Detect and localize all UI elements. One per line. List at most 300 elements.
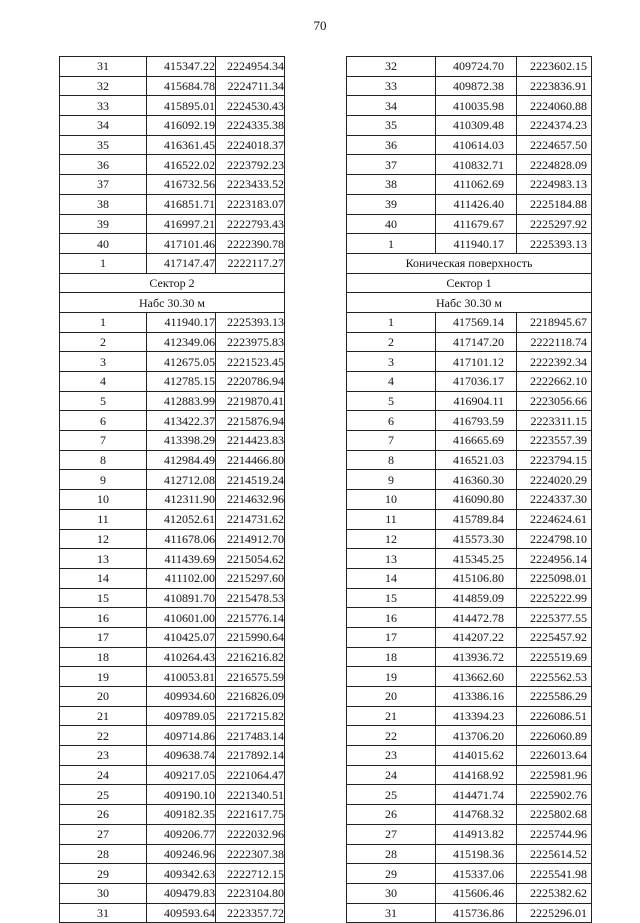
table-row — [60, 332, 285, 352]
table-row — [60, 57, 285, 77]
y-coordinate-cell: 2225614.52 — [517, 844, 592, 864]
x-coordinate-cell: 412311.90 — [147, 490, 216, 510]
x-coordinate-cell: 415606.46 — [436, 883, 517, 903]
table-row — [60, 627, 285, 647]
point-number-cell: 1 — [347, 312, 436, 332]
table-row — [347, 57, 592, 77]
point-number-cell: 20 — [347, 687, 436, 707]
table-row — [60, 785, 285, 805]
table-row — [347, 352, 592, 372]
point-number-cell: 9 — [347, 470, 436, 490]
x-coordinate-cell: 415573.30 — [436, 529, 517, 549]
table-row — [347, 746, 592, 766]
point-number-cell: 11 — [60, 509, 147, 529]
section-row — [60, 273, 285, 293]
y-coordinate-cell: 2224020.29 — [517, 470, 592, 490]
point-number-cell: 31 — [60, 903, 147, 923]
y-coordinate-cell: 2225586.29 — [517, 687, 592, 707]
point-number-cell: 6 — [60, 411, 147, 431]
x-coordinate-cell: 413422.37 — [147, 411, 216, 431]
table-row — [60, 509, 285, 529]
y-coordinate-cell: 2214466.80 — [216, 450, 285, 470]
y-coordinate-cell: 2216575.59 — [216, 667, 285, 687]
x-coordinate-cell: 414015.62 — [436, 746, 517, 766]
x-coordinate-cell: 409714.86 — [147, 726, 216, 746]
point-number-cell: 13 — [347, 549, 436, 569]
table-row — [347, 155, 592, 175]
point-number-cell: 16 — [347, 608, 436, 628]
y-coordinate-cell: 2222712.15 — [216, 864, 285, 884]
table-row — [60, 411, 285, 431]
point-number-cell: 24 — [60, 765, 147, 785]
point-number-cell: 2 — [347, 332, 436, 352]
section-row — [347, 273, 592, 293]
x-coordinate-cell: 416522.02 — [147, 155, 216, 175]
x-coordinate-cell: 412052.61 — [147, 509, 216, 529]
y-coordinate-cell: 2224337.30 — [517, 490, 592, 510]
y-coordinate-cell: 2225393.13 — [517, 234, 592, 254]
x-coordinate-cell: 409206.77 — [147, 824, 216, 844]
table-row — [347, 549, 592, 569]
x-coordinate-cell: 412712.08 — [147, 470, 216, 490]
y-coordinate-cell: 2223836.91 — [517, 76, 592, 96]
point-number-cell: 29 — [60, 864, 147, 884]
y-coordinate-cell: 2225184.88 — [517, 194, 592, 214]
table-row — [60, 372, 285, 392]
point-number-cell: 32 — [347, 57, 436, 77]
table-row — [60, 765, 285, 785]
x-coordinate-cell: 417101.46 — [147, 234, 216, 254]
y-coordinate-cell: 2221523.45 — [216, 352, 285, 372]
y-coordinate-cell: 2222032.96 — [216, 824, 285, 844]
point-number-cell: 15 — [60, 588, 147, 608]
point-number-cell: 31 — [347, 903, 436, 923]
x-coordinate-cell: 416851.71 — [147, 194, 216, 214]
x-coordinate-cell: 413706.20 — [436, 726, 517, 746]
y-coordinate-cell: 2223792.23 — [216, 155, 285, 175]
x-coordinate-cell: 410891.70 — [147, 588, 216, 608]
table-row — [347, 588, 592, 608]
point-number-cell: 19 — [347, 667, 436, 687]
point-number-cell: 36 — [60, 155, 147, 175]
table-row — [347, 96, 592, 116]
table-row — [347, 805, 592, 825]
y-coordinate-cell: 2223104.80 — [216, 883, 285, 903]
point-number-cell: 23 — [347, 746, 436, 766]
point-number-cell: 28 — [347, 844, 436, 864]
x-coordinate-cell: 414913.82 — [436, 824, 517, 844]
point-number-cell: 5 — [60, 391, 147, 411]
y-coordinate-cell: 2222307.38 — [216, 844, 285, 864]
y-coordinate-cell: 2225981.96 — [517, 765, 592, 785]
point-number-cell: 5 — [347, 391, 436, 411]
coordinates-table-right — [346, 56, 592, 923]
point-number-cell: 18 — [60, 647, 147, 667]
section-subtitle: Набс 30.30 м — [60, 293, 285, 313]
x-coordinate-cell: 409479.83 — [147, 883, 216, 903]
point-number-cell: 33 — [60, 96, 147, 116]
point-number-cell: 15 — [347, 588, 436, 608]
x-coordinate-cell: 409724.70 — [436, 57, 517, 77]
table-row — [60, 76, 285, 96]
point-number-cell: 34 — [347, 96, 436, 116]
point-number-cell: 6 — [347, 411, 436, 431]
x-coordinate-cell: 414207.22 — [436, 627, 517, 647]
table-row — [347, 391, 592, 411]
table-row — [60, 116, 285, 136]
table-row — [347, 194, 592, 214]
point-number-cell: 12 — [347, 529, 436, 549]
table-row — [347, 785, 592, 805]
x-coordinate-cell: 416521.03 — [436, 450, 517, 470]
x-coordinate-cell: 415198.36 — [436, 844, 517, 864]
y-coordinate-cell: 2214423.83 — [216, 431, 285, 451]
table-row — [347, 883, 592, 903]
point-number-cell: 40 — [347, 214, 436, 234]
point-number-cell: 2 — [60, 332, 147, 352]
y-coordinate-cell: 2224954.34 — [216, 57, 285, 77]
y-coordinate-cell: 2223357.72 — [216, 903, 285, 923]
section-heading: Коническая поверхность — [347, 253, 592, 273]
table-row — [60, 214, 285, 234]
point-number-cell: 40 — [60, 234, 147, 254]
table-row — [347, 76, 592, 96]
y-coordinate-cell: 2216216.82 — [216, 647, 285, 667]
table-row — [347, 687, 592, 707]
x-coordinate-cell: 416361.45 — [147, 135, 216, 155]
x-coordinate-cell: 411940.17 — [147, 312, 216, 332]
y-coordinate-cell: 2218945.67 — [517, 312, 592, 332]
y-coordinate-cell: 2223433.52 — [216, 175, 285, 195]
point-number-cell: 25 — [347, 785, 436, 805]
table-row — [347, 647, 592, 667]
coordinates-table-right-body — [347, 57, 592, 923]
table-row — [347, 372, 592, 392]
table-row — [60, 431, 285, 451]
x-coordinate-cell: 416665.69 — [436, 431, 517, 451]
y-coordinate-cell: 2225222.99 — [517, 588, 592, 608]
x-coordinate-cell: 413936.72 — [436, 647, 517, 667]
x-coordinate-cell: 417147.47 — [147, 253, 216, 273]
table-row — [60, 155, 285, 175]
point-number-cell: 17 — [60, 627, 147, 647]
point-number-cell: 21 — [60, 706, 147, 726]
y-coordinate-cell: 2225377.55 — [517, 608, 592, 628]
x-coordinate-cell: 417147.20 — [436, 332, 517, 352]
point-number-cell: 28 — [60, 844, 147, 864]
point-number-cell: 20 — [60, 687, 147, 707]
point-number-cell: 9 — [60, 470, 147, 490]
y-coordinate-cell: 2224956.14 — [517, 549, 592, 569]
point-number-cell: 38 — [347, 175, 436, 195]
point-number-cell: 36 — [347, 135, 436, 155]
section-subtitle: Набс 30.30 м — [347, 293, 592, 313]
x-coordinate-cell: 413662.60 — [436, 667, 517, 687]
table-row — [60, 726, 285, 746]
point-number-cell: 31 — [60, 57, 147, 77]
table-row — [347, 627, 592, 647]
table-row — [347, 706, 592, 726]
y-coordinate-cell: 2223794.15 — [517, 450, 592, 470]
point-number-cell: 11 — [347, 509, 436, 529]
table-row — [347, 529, 592, 549]
y-coordinate-cell: 2225457.92 — [517, 627, 592, 647]
y-coordinate-cell: 2215990.64 — [216, 627, 285, 647]
point-number-cell: 21 — [347, 706, 436, 726]
y-coordinate-cell: 2225802.68 — [517, 805, 592, 825]
y-coordinate-cell: 2224060.88 — [517, 96, 592, 116]
y-coordinate-cell: 2225562.53 — [517, 667, 592, 687]
x-coordinate-cell: 410601.00 — [147, 608, 216, 628]
x-coordinate-cell: 410614.03 — [436, 135, 517, 155]
x-coordinate-cell: 415337.06 — [436, 864, 517, 884]
x-coordinate-cell: 409934.60 — [147, 687, 216, 707]
table-row — [60, 568, 285, 588]
point-number-cell: 30 — [347, 883, 436, 903]
point-number-cell: 33 — [347, 76, 436, 96]
point-number-cell: 1 — [60, 312, 147, 332]
table-row — [347, 332, 592, 352]
table-row — [347, 135, 592, 155]
y-coordinate-cell: 2224530.43 — [216, 96, 285, 116]
x-coordinate-cell: 412675.05 — [147, 352, 216, 372]
x-coordinate-cell: 410832.71 — [436, 155, 517, 175]
section-title: Сектор 2 — [60, 273, 285, 293]
x-coordinate-cell: 412349.06 — [147, 332, 216, 352]
x-coordinate-cell: 417569.14 — [436, 312, 517, 332]
point-number-cell: 27 — [60, 824, 147, 844]
y-coordinate-cell: 2223602.15 — [517, 57, 592, 77]
table-row — [60, 175, 285, 195]
table-row — [60, 824, 285, 844]
table-row — [347, 903, 592, 923]
y-coordinate-cell: 2225297.92 — [517, 214, 592, 234]
y-coordinate-cell: 2222662.10 — [517, 372, 592, 392]
x-coordinate-cell: 409638.74 — [147, 746, 216, 766]
x-coordinate-cell: 415345.25 — [436, 549, 517, 569]
x-coordinate-cell: 415789.84 — [436, 509, 517, 529]
x-coordinate-cell: 417036.17 — [436, 372, 517, 392]
x-coordinate-cell: 415895.01 — [147, 96, 216, 116]
y-coordinate-cell: 2222390.78 — [216, 234, 285, 254]
section-row — [347, 253, 592, 273]
y-coordinate-cell: 2221064.47 — [216, 765, 285, 785]
x-coordinate-cell: 416793.59 — [436, 411, 517, 431]
point-number-cell: 22 — [347, 726, 436, 746]
y-coordinate-cell: 2222117.27 — [216, 253, 285, 273]
point-number-cell: 27 — [347, 824, 436, 844]
table-row — [60, 746, 285, 766]
x-coordinate-cell: 411102.00 — [147, 568, 216, 588]
point-number-cell: 25 — [60, 785, 147, 805]
y-coordinate-cell: 2225393.13 — [216, 312, 285, 332]
table-row — [347, 864, 592, 884]
point-number-cell: 1 — [60, 253, 147, 273]
y-coordinate-cell: 2214912.70 — [216, 529, 285, 549]
point-number-cell: 8 — [347, 450, 436, 470]
point-number-cell: 4 — [347, 372, 436, 392]
point-number-cell: 14 — [60, 568, 147, 588]
table-row — [60, 903, 285, 923]
point-number-cell: 19 — [60, 667, 147, 687]
x-coordinate-cell: 415106.80 — [436, 568, 517, 588]
y-coordinate-cell: 2214731.62 — [216, 509, 285, 529]
point-number-cell: 37 — [347, 155, 436, 175]
x-coordinate-cell: 413398.29 — [147, 431, 216, 451]
x-coordinate-cell: 415684.78 — [147, 76, 216, 96]
coordinates-table-left-body — [60, 57, 285, 923]
table-row — [347, 509, 592, 529]
table-row — [347, 490, 592, 510]
table-row — [60, 883, 285, 903]
x-coordinate-cell: 414859.09 — [436, 588, 517, 608]
y-coordinate-cell: 2223183.07 — [216, 194, 285, 214]
table-row — [347, 411, 592, 431]
section-title: Сектор 1 — [347, 273, 592, 293]
table-row — [60, 96, 285, 116]
y-coordinate-cell: 2216826.09 — [216, 687, 285, 707]
x-coordinate-cell: 414472.78 — [436, 608, 517, 628]
point-number-cell: 1 — [347, 234, 436, 254]
y-coordinate-cell: 2225744.96 — [517, 824, 592, 844]
x-coordinate-cell: 415736.86 — [436, 903, 517, 923]
y-coordinate-cell: 2220786.94 — [216, 372, 285, 392]
y-coordinate-cell: 2223056.66 — [517, 391, 592, 411]
x-coordinate-cell: 409342.63 — [147, 864, 216, 884]
point-number-cell: 24 — [347, 765, 436, 785]
table-row — [347, 470, 592, 490]
x-coordinate-cell: 409217.05 — [147, 765, 216, 785]
x-coordinate-cell: 409789.05 — [147, 706, 216, 726]
page-number: 70 — [313, 18, 327, 33]
table-row — [60, 667, 285, 687]
x-coordinate-cell: 410035.98 — [436, 96, 517, 116]
x-coordinate-cell: 416360.30 — [436, 470, 517, 490]
y-coordinate-cell: 2225382.62 — [517, 883, 592, 903]
point-number-cell: 17 — [347, 627, 436, 647]
section-row — [60, 293, 285, 313]
table-row — [347, 234, 592, 254]
table-row — [60, 470, 285, 490]
x-coordinate-cell: 416092.19 — [147, 116, 216, 136]
y-coordinate-cell: 2224018.37 — [216, 135, 285, 155]
point-number-cell: 8 — [60, 450, 147, 470]
point-number-cell: 26 — [60, 805, 147, 825]
point-number-cell: 39 — [347, 194, 436, 214]
table-row — [347, 667, 592, 687]
x-coordinate-cell: 412785.15 — [147, 372, 216, 392]
y-coordinate-cell: 2221617.75 — [216, 805, 285, 825]
y-coordinate-cell: 2214632.96 — [216, 490, 285, 510]
y-coordinate-cell: 2222793.43 — [216, 214, 285, 234]
x-coordinate-cell: 411678.06 — [147, 529, 216, 549]
table-row — [347, 175, 592, 195]
coordinates-table-left — [59, 56, 285, 923]
x-coordinate-cell: 412883.99 — [147, 391, 216, 411]
x-coordinate-cell: 412984.49 — [147, 450, 216, 470]
y-coordinate-cell: 2224374.23 — [517, 116, 592, 136]
y-coordinate-cell: 2225296.01 — [517, 903, 592, 923]
table-row — [60, 706, 285, 726]
table-row — [60, 135, 285, 155]
table-row — [60, 687, 285, 707]
x-coordinate-cell: 414168.92 — [436, 765, 517, 785]
table-row — [347, 726, 592, 746]
x-coordinate-cell: 411062.69 — [436, 175, 517, 195]
point-number-cell: 14 — [347, 568, 436, 588]
x-coordinate-cell: 411439.69 — [147, 549, 216, 569]
point-number-cell: 34 — [60, 116, 147, 136]
point-number-cell: 32 — [60, 76, 147, 96]
x-coordinate-cell: 416732.56 — [147, 175, 216, 195]
point-number-cell: 12 — [60, 529, 147, 549]
y-coordinate-cell: 2215054.62 — [216, 549, 285, 569]
table-row — [60, 253, 285, 273]
y-coordinate-cell: 2222118.74 — [517, 332, 592, 352]
x-coordinate-cell: 413386.16 — [436, 687, 517, 707]
table-row — [347, 214, 592, 234]
point-number-cell: 22 — [60, 726, 147, 746]
point-number-cell: 3 — [347, 352, 436, 372]
table-row — [347, 312, 592, 332]
table-row — [60, 647, 285, 667]
x-coordinate-cell: 411679.67 — [436, 214, 517, 234]
x-coordinate-cell: 415347.22 — [147, 57, 216, 77]
x-coordinate-cell: 409246.96 — [147, 844, 216, 864]
x-coordinate-cell: 409872.38 — [436, 76, 517, 96]
point-number-cell: 4 — [60, 372, 147, 392]
x-coordinate-cell: 409593.64 — [147, 903, 216, 923]
point-number-cell: 16 — [60, 608, 147, 628]
x-coordinate-cell: 416997.21 — [147, 214, 216, 234]
y-coordinate-cell: 2215297.60 — [216, 568, 285, 588]
table-row — [60, 844, 285, 864]
table-row — [60, 588, 285, 608]
x-coordinate-cell: 410309.48 — [436, 116, 517, 136]
table-row — [347, 608, 592, 628]
x-coordinate-cell: 416904.11 — [436, 391, 517, 411]
point-number-cell: 37 — [60, 175, 147, 195]
y-coordinate-cell: 2214519.24 — [216, 470, 285, 490]
table-row — [60, 352, 285, 372]
table-row — [60, 864, 285, 884]
y-coordinate-cell: 2224335.38 — [216, 116, 285, 136]
table-row — [60, 608, 285, 628]
x-coordinate-cell: 411940.17 — [436, 234, 517, 254]
x-coordinate-cell: 414471.74 — [436, 785, 517, 805]
y-coordinate-cell: 2225902.76 — [517, 785, 592, 805]
table-row — [60, 805, 285, 825]
y-coordinate-cell: 2223311.15 — [517, 411, 592, 431]
table-row — [347, 431, 592, 451]
point-number-cell: 35 — [60, 135, 147, 155]
table-row — [60, 312, 285, 332]
y-coordinate-cell: 2226060.89 — [517, 726, 592, 746]
y-coordinate-cell: 2224798.10 — [517, 529, 592, 549]
y-coordinate-cell: 2223975.83 — [216, 332, 285, 352]
table-row — [60, 490, 285, 510]
table-row — [347, 450, 592, 470]
table-row — [347, 844, 592, 864]
y-coordinate-cell: 2215876.94 — [216, 411, 285, 431]
point-number-cell: 30 — [60, 883, 147, 903]
y-coordinate-cell: 2215478.53 — [216, 588, 285, 608]
y-coordinate-cell: 2226013.64 — [517, 746, 592, 766]
x-coordinate-cell: 409190.10 — [147, 785, 216, 805]
section-row — [347, 293, 592, 313]
table-row — [60, 529, 285, 549]
x-coordinate-cell: 414768.32 — [436, 805, 517, 825]
